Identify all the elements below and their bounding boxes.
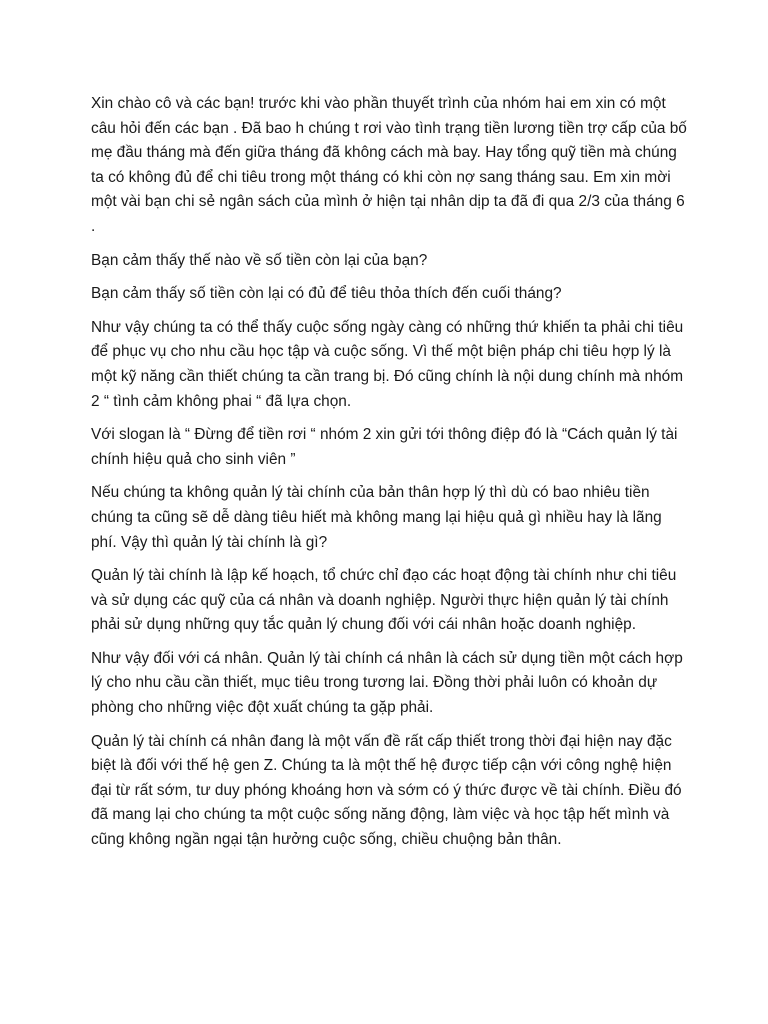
paragraph-spending-needs: Như vậy chúng ta có thể thấy cuộc sống ngày càng có những thứ khiến ta phải chi tiêu để phục vụ cho nhu cầu học tập và cuộc sống. Vì thế một biện pháp chi tiêu hợp lý là một kỹ năng cần thiết chúng ta cần trang bị. Đó cũng chính là nội dung chính mà nhóm 2 “ tình cảm không phai “ đã lựa chọn.: [91, 318, 684, 410]
paragraph-personal-finance: Như vậy đối với cá nhân. Quản lý tài chính cá nhân là cách sử dụng tiền một cách hợp lý cho nhu cầu cần thiết, mục tiêu trong tương lai. Đồng thời phải luôn có khoản dự phòng cho những việc đột xuất chúng ta gặp phải.: [91, 649, 683, 717]
paragraph-why-manage: Nếu chúng ta không quản lý tài chính của bản thân hợp lý thì dù có bao nhiêu tiền chúng ta cũng sẽ dễ dàng tiêu hiết mà không mang lại hiệu quả gì nhiều hay là lãng phí. Vậy thì quản lý tài chính là gì?: [91, 484, 662, 551]
paragraph-gen-z: Quản lý tài chính cá nhân đang là một vấn đề rất cấp thiết trong thời đại hiện nay đặc biệt là đối với thế hệ gen Z. Chúng ta là một thế hệ được tiếp cận với công nghệ hiện đại từ rất sớm, tư duy phóng khoáng hơn và sớm có ý thức được về tài chính. Điều đó đã mang lại cho chúng ta một cuộc sống năng động, làm việc và học tập hết mình và cũng không ngần ngại tận hưởng cuộc sống, chiều chuộng bản thân.: [91, 732, 682, 849]
paragraph-intro: Xin chào cô và các bạn! trước khi vào phần thuyết trình của nhóm hai em xin có một câu hỏi đến các bạn . Đã bao h chúng t rơi vào tình trạng tiền lương tiền trợ cấp của bố mẹ đầu tháng mà đến giữa tháng đã không cách mà bay. Hay tổng quỹ tiền mà chúng ta có không đủ để chi tiêu trong một tháng có khi còn nợ sang tháng sau. Em xin mời một vài bạn chi sẻ ngân sách của mình ở hiện tại nhân dịp ta đã đi qua 2/3 của tháng 6 .: [91, 95, 687, 235]
document-page: [91, 92, 691, 862]
paragraph-slogan: Với slogan là “ Đừng để tiền rơi “ nhóm 2 xin gửi tới thông điệp đó là “Cách quản lý tài chính hiệu quả cho sinh viên ”: [91, 426, 678, 468]
paragraph-definition: Quản lý tài chính là lập kế hoạch, tổ chức chỉ đạo các hoạt động tài chính như chi tiêu và sử dụng các quỹ của cá nhân và doanh nghiệp. Người thực hiện quản lý tài chính phải sử dụng những quy tắc quản lý chung đối với cái nhân hoặc doanh nghiệp.: [91, 567, 677, 634]
paragraph-question-1: Bạn cảm thấy thế nào về số tiền còn lại của bạn?: [91, 251, 428, 269]
paragraph-question-2: Bạn cảm thấy số tiền còn lại có đủ để tiêu thỏa thích đến cuối tháng?: [91, 285, 562, 303]
